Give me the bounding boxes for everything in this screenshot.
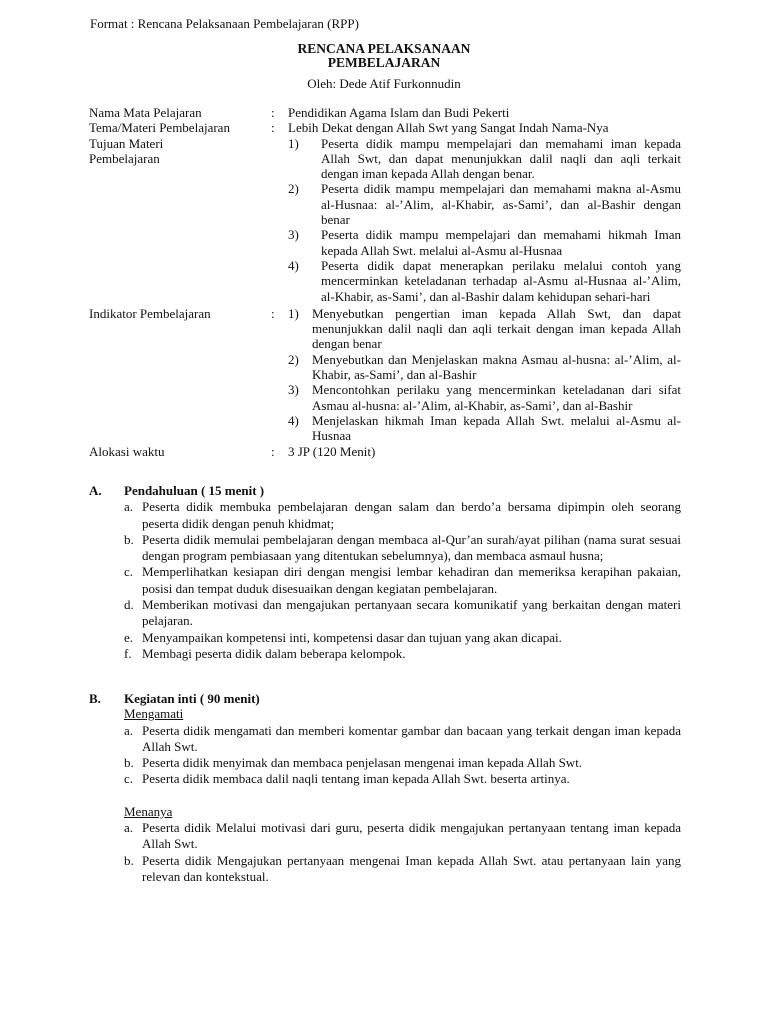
list-text: Peserta didik mampu mempelajari dan memahami makna al-Asmu al-Husnaa: al-’Alim, al-Khabir, as-Sami’, dan al-Bashir dengan benar bbox=[321, 181, 681, 228]
list-letter: b. bbox=[124, 852, 134, 868]
tema-row bbox=[89, 120, 681, 135]
list-item bbox=[288, 227, 681, 258]
list-item bbox=[124, 532, 681, 565]
list-text: Peserta didik menyimak dan membaca penjelasan mengenai iman kepada Allah Swt. bbox=[142, 755, 583, 771]
list-number: 2) bbox=[288, 351, 299, 367]
mapel-row bbox=[89, 105, 681, 120]
indikator-label: Indikator Pembelajaran bbox=[89, 305, 211, 321]
list-letter: b. bbox=[124, 531, 134, 547]
colon: : bbox=[271, 443, 275, 459]
list-text: Menyebutkan pengertian iman kepada Allah Swt, dan dapat menunjukkan dalil naqli dan aqli terkait dengan iman kepada Allah dengan benar bbox=[312, 305, 681, 352]
list-number: 4) bbox=[288, 257, 299, 273]
tujuan-label-line-1: Tujuan Materi bbox=[89, 135, 164, 151]
list-item bbox=[124, 853, 681, 886]
section-title: Pendahuluan ( 15 menit ) bbox=[124, 483, 265, 498]
list-letter: f. bbox=[124, 645, 132, 661]
list-number: 3) bbox=[288, 382, 299, 398]
identity-table bbox=[89, 105, 681, 459]
list-text: Peserta didik membaca dalil naqli tentang iman kepada Allah Swt. beserta artinya. bbox=[142, 771, 570, 787]
tujuan-list bbox=[288, 136, 681, 304]
list-text: Membagi peserta didik dalam beberapa kelompok. bbox=[142, 645, 406, 661]
list-item bbox=[288, 136, 681, 182]
list-item bbox=[124, 630, 681, 646]
list-item bbox=[288, 382, 681, 413]
subheading-mengamati: Mengamati bbox=[124, 706, 184, 722]
title-line-2: PEMBELAJARAN bbox=[327, 55, 441, 70]
pendahuluan-list bbox=[124, 499, 681, 662]
format-line: Format : Rencana Pelaksanaan Pembelajaran (RPP) bbox=[90, 16, 359, 31]
indikator-row bbox=[89, 306, 681, 444]
list-letter: a. bbox=[124, 820, 134, 836]
list-letter: a. bbox=[124, 722, 134, 738]
list-letter: e. bbox=[124, 629, 134, 645]
list-item bbox=[124, 499, 681, 532]
alokasi-value: 3 JP (120 Menit) bbox=[288, 443, 376, 459]
document-title bbox=[0, 42, 768, 70]
section-title: Kegiatan inti ( 90 menit) bbox=[124, 691, 260, 706]
subheading-menanya: Menanya bbox=[124, 803, 173, 819]
list-item bbox=[288, 306, 681, 352]
alokasi-label: Alokasi waktu bbox=[89, 443, 165, 459]
list-item bbox=[124, 755, 681, 771]
tujuan-label-line-2: Pembelajaran bbox=[89, 150, 160, 166]
list-item bbox=[288, 181, 681, 227]
list-text: Menjelaskan hikmah Iman kepada Allah Swt. melalui al-Asmu al-Husnaa bbox=[312, 412, 681, 444]
list-text: Peserta didik mengamati dan memberi komentar gambar dan bacaan yang terkait dengan iman kepada Allah Swt. bbox=[142, 722, 681, 754]
list-text: Peserta didik membuka pembelajaran dengan salam dan berdo’a bersama dipimpin oleh seorang peserta didik dengan penuh khidmat; bbox=[142, 499, 681, 531]
list-text: Mencontohkan perilaku yang mencerminkan keteladanan dari sifat Asmau al-husna: al-’Alim, al-Khabir, as-Sami’, dan al-Bashir bbox=[312, 382, 681, 413]
list-text: Peserta didik Mengajukan pertanyaan mengenai Iman kepada Allah Swt. atau pertanyaan lain yang relevan dan kontekstual. bbox=[142, 852, 681, 884]
list-number: 2) bbox=[288, 181, 299, 197]
list-number: 1) bbox=[288, 305, 299, 321]
list-item bbox=[124, 564, 681, 597]
list-text: Menyampaikan kompetensi inti, kompetensi dasar dan tujuan yang akan dicapai. bbox=[142, 629, 562, 645]
kegiatan-inti-body bbox=[124, 706, 681, 885]
section-heading bbox=[89, 483, 681, 498]
list-text: Peserta didik memulai pembelajaran dengan membaca al-Qur’an surah/ayat pilihan (nama surat sesuai dengan program pembiasaan yang ditentukan sebelumnya), dan membaca asmaul husna; bbox=[142, 531, 681, 564]
list-item bbox=[124, 646, 681, 662]
colon-empty bbox=[271, 136, 288, 304]
list-item bbox=[124, 771, 681, 787]
tujuan-row bbox=[89, 136, 681, 304]
list-letter: c. bbox=[124, 564, 134, 580]
list-text: Memberikan motivasi dan mengajukan pertanyaan secara komunikatif yang berkaitan dengan materi pelajaran. bbox=[142, 597, 681, 629]
colon: : bbox=[271, 120, 275, 136]
list-text: Peserta didik dapat menerapkan perilaku melalui contoh yang mencerminkan keteladanan terhadap al-Asmu al-Husnaa al-’Alim, al-Khabir, as-Sami’, dan al-Bashir dalam kehidupan sehari-hari bbox=[321, 257, 681, 304]
list-letter: d. bbox=[124, 597, 134, 613]
list-text: Peserta didik mampu mempelajari dan memahami iman kepada Allah Swt, dan dapat menunjukkan dalil naqli dan aqli terkait dengan iman kepada Allah dengan benar. bbox=[321, 135, 681, 182]
tema-label: Tema/Materi Pembelajaran bbox=[89, 120, 230, 136]
list-letter: c. bbox=[124, 771, 134, 787]
indikator-list bbox=[288, 306, 681, 444]
author-line: Oleh: Dede Atif Furkonnudin bbox=[307, 76, 461, 91]
tema-value: Lebih Dekat dengan Allah Swt yang Sangat Indah Nama-Nya bbox=[288, 120, 609, 136]
list-number: 1) bbox=[288, 135, 299, 151]
mapel-value: Pendidikan Agama Islam dan Budi Pekerti bbox=[288, 105, 510, 120]
list-text: Memperlihatkan kesiapan diri dengan mengisi lembar kehadiran dan memeriksa kerapihan pakaian, posisi dan tempat duduk disesuaikan dengan kegiatan pembelajaran. bbox=[142, 564, 681, 596]
section-letter: B. bbox=[89, 691, 101, 706]
section-heading bbox=[89, 691, 681, 706]
alokasi-row bbox=[89, 444, 681, 459]
title-line-1: RENCANA PELAKSANAAN bbox=[297, 41, 471, 56]
list-item bbox=[124, 820, 681, 853]
list-item bbox=[288, 413, 681, 444]
list-text: Peserta didik mampu mempelajari dan memahami hikmah Iman kepada Allah Swt. melalui al-Asmu al-Husnaa bbox=[321, 227, 681, 258]
mapel-label: Nama Mata Pelajaran bbox=[89, 105, 202, 120]
list-item bbox=[124, 597, 681, 630]
list-item bbox=[288, 352, 681, 383]
list-item bbox=[124, 723, 681, 756]
list-letter: b. bbox=[124, 755, 134, 771]
list-item bbox=[288, 258, 681, 304]
tujuan-label bbox=[89, 136, 271, 304]
list-number: 4) bbox=[288, 412, 299, 428]
mengamati-list bbox=[124, 723, 681, 788]
colon: : bbox=[271, 305, 275, 321]
section-kegiatan-inti bbox=[89, 691, 681, 885]
list-number: 3) bbox=[288, 227, 299, 243]
list-letter: a. bbox=[124, 499, 134, 515]
colon: : bbox=[271, 105, 275, 120]
menanya-list bbox=[124, 820, 681, 885]
section-pendahuluan bbox=[89, 483, 681, 662]
list-text: Menyebutkan dan Menjelaskan makna Asmau al-husna: al-’Alim, al-Khabir, as-Sami’, dan al-Bashir bbox=[312, 351, 681, 383]
list-text: Peserta didik Melalui motivasi dari guru, peserta didik mengajukan pertanyaan tentang iman kepada Allah Swt. bbox=[142, 820, 681, 852]
section-letter: A. bbox=[89, 483, 102, 498]
